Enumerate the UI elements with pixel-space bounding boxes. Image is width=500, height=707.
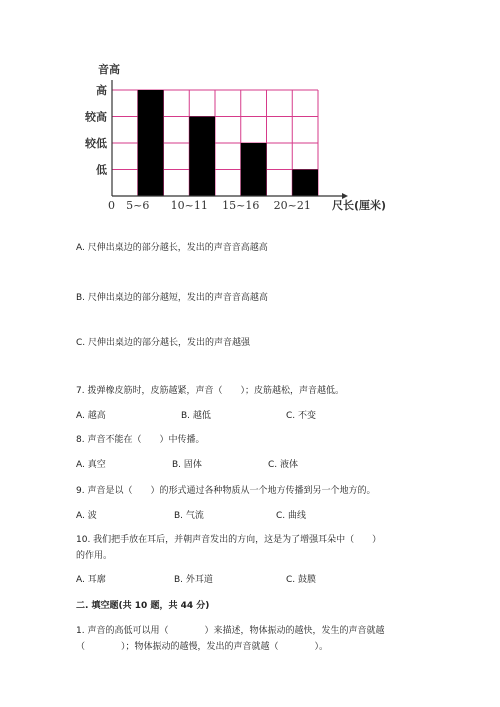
q8-option-b[interactable]: B. 固体 [172,460,202,470]
q8-option-c[interactable]: C. 液体 [268,460,299,470]
q7-option-c[interactable]: C. 不变 [286,411,317,421]
question-10-stem: 10. 我们把手放在耳后，并朝声音发出的方向，这是为了增强耳朵中（ ） [76,535,382,545]
y-axis-title: 音高 [98,63,120,76]
bar-20~21 [292,170,318,197]
q9-option-c[interactable]: C. 曲线 [276,511,307,521]
q9-option-a[interactable]: A. 波 [76,511,97,521]
q10-option-c[interactable]: C. 鼓膜 [286,575,317,585]
q7-option-b[interactable]: B. 越低 [181,411,211,421]
q9-option-b[interactable]: B. 气流 [174,511,204,521]
bar-10~11 [189,117,215,197]
y-level-label: 高 [96,84,107,97]
x-tick-label: 15~16 [222,199,260,212]
y-level-label: 较高 [85,110,107,124]
q10-option-a[interactable]: A. 耳廓 [76,575,106,585]
y-level-labels [84,83,107,177]
question-8-stem: 8. 声音不能在（ ）中传播。 [76,435,205,445]
x-tick-label: 10~11 [170,199,208,212]
x-tick-label: 5~6 [126,199,150,212]
bar-15~16 [241,143,267,196]
option-b-prev[interactable]: B. 尺伸出桌边的部分越短，发出的声音音高越高 [76,293,268,303]
q10-option-b[interactable]: B. 外耳道 [174,575,213,585]
option-a-prev[interactable]: A. 尺伸出桌边的部分越长，发出的声音音高越高 [76,243,268,253]
fill-q1-line1: 1. 声音的高低可以用（ ）来描述，物体振动的越快，发生的声音就越 [76,626,385,636]
question-7-stem: 7. 拨弹橡皮筋时，皮筋越紧，声音（ ）；皮筋越松，声音越低。 [76,386,344,396]
question-9-stem: 9. 声音是以（ ）的形式通过各种物质从一个地方传播到另一个地方的。 [76,486,376,496]
q8-option-a[interactable]: A. 真空 [76,460,106,470]
option-c-prev[interactable]: C. 尺伸出桌边的部分越长，发出的声音越强 [76,338,251,348]
fill-q1-line2: （ ）；物体振动的越慢，发出的声音就越（ ）。 [76,642,329,652]
pitch-bar-chart [0,0,500,230]
x-axis-origin-label: 0 [108,199,115,212]
x-tick-label: 20~21 [273,199,311,212]
y-level-label: 较低 [85,137,107,150]
y-level-label: 低 [96,163,107,177]
q7-option-a[interactable]: A. 越高 [76,411,106,421]
bar-5~6 [138,90,164,196]
x-tick-labels [126,199,311,212]
x-axis-title: 尺长(厘米) [332,199,387,212]
question-10-stem-cont: 的作用。 [76,551,113,561]
section-2-heading: 二. 填空题(共 10 题，共 44 分) [76,601,210,611]
